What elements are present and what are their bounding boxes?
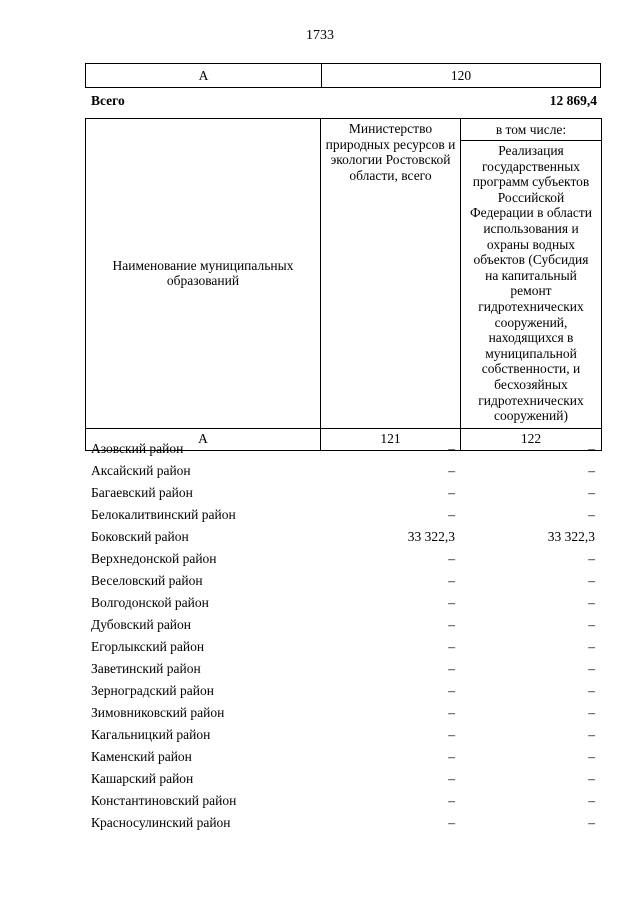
row-name: Зимовниковский район — [91, 705, 225, 720]
row-value-121: – — [448, 815, 455, 830]
row-value-122: – — [588, 573, 595, 588]
row-name: Красносулинский район — [91, 815, 231, 830]
row-name: Волгодонской район — [91, 595, 209, 610]
row-value-122: – — [588, 793, 595, 808]
page-number: 1733 — [306, 28, 334, 43]
row-value-122: – — [588, 551, 595, 566]
row-value-122: – — [588, 661, 595, 676]
row-value-121: – — [448, 727, 455, 742]
row-name: Веселовский район — [91, 573, 203, 588]
table-row — [91, 548, 601, 570]
row-name: Багаевский район — [91, 485, 193, 500]
row-value-122: – — [588, 815, 595, 830]
table-row — [91, 592, 601, 614]
row-value-121: – — [448, 485, 455, 500]
row-name: Каменский район — [91, 749, 192, 764]
row-value-121: – — [448, 463, 455, 478]
table-row — [91, 438, 601, 460]
table-row — [91, 636, 601, 658]
table-row — [91, 790, 601, 812]
table-row — [91, 812, 601, 834]
row-name: Заветинский район — [91, 661, 201, 676]
row-value-121: – — [448, 749, 455, 764]
row-name: Зерноградский район — [91, 683, 214, 698]
table-row — [91, 702, 601, 724]
row-value-121: – — [448, 793, 455, 808]
row-name: Азовский район — [91, 441, 184, 456]
row-value-121: – — [448, 595, 455, 610]
row-name: Верхнедонской район — [91, 551, 217, 566]
column-code-121: 121 — [321, 428, 461, 450]
top-header-table — [85, 63, 601, 88]
row-value-122: – — [588, 617, 595, 632]
row-value-122: – — [588, 463, 595, 478]
row-value-121: – — [448, 573, 455, 588]
row-name: Белокалитвинский район — [91, 507, 236, 522]
column-code-122: 122 — [461, 428, 602, 450]
row-value-121: – — [448, 771, 455, 786]
row-value-122: – — [588, 683, 595, 698]
row-value-121: – — [448, 441, 455, 456]
row-name: Константиновский район — [91, 793, 237, 808]
table-row — [91, 526, 601, 548]
row-value-121: – — [448, 551, 455, 566]
row-name: Аксайский район — [91, 463, 191, 478]
column-header-ministry-total: Министерство природных ресурсов и экологии Ростовской области, всего — [321, 119, 461, 429]
table-row — [91, 570, 601, 592]
row-value-121: – — [448, 683, 455, 698]
table-row — [91, 724, 601, 746]
column-header-municipalities: Наименование муниципальных образований — [86, 119, 321, 429]
row-value-122: – — [588, 441, 595, 456]
row-name: Кагальницкий район — [91, 727, 211, 742]
row-value-121: 33 322,3 — [407, 529, 455, 544]
row-value-121: – — [448, 507, 455, 522]
top-header-col-120: 120 — [322, 64, 601, 88]
row-value-122: – — [588, 771, 595, 786]
column-header-including: в том числе: — [461, 119, 602, 141]
row-name: Боковский район — [91, 529, 189, 544]
row-value-122: – — [588, 639, 595, 654]
row-value-122: – — [588, 705, 595, 720]
total-value: 12 869,4 — [549, 93, 597, 108]
column-code-a: А — [86, 428, 321, 450]
row-value-122: – — [588, 507, 595, 522]
table-row — [91, 680, 601, 702]
top-header-col-a: А — [86, 64, 322, 88]
total-row — [91, 93, 597, 111]
row-value-121: – — [448, 639, 455, 654]
row-value-122: – — [588, 749, 595, 764]
row-value-121: – — [448, 617, 455, 632]
main-header-table — [85, 118, 602, 451]
row-value-122: – — [588, 485, 595, 500]
table-row — [91, 746, 601, 768]
row-value-122: 33 322,3 — [547, 529, 595, 544]
row-name: Егорлыкский район — [91, 639, 205, 654]
row-value-122: – — [588, 727, 595, 742]
table-row — [91, 658, 601, 680]
row-value-121: – — [448, 705, 455, 720]
total-label: Всего — [91, 93, 125, 108]
table-row — [91, 504, 601, 526]
table-row — [91, 768, 601, 790]
row-value-122: – — [588, 595, 595, 610]
row-value-121: – — [448, 661, 455, 676]
table-row — [91, 482, 601, 504]
table-row — [91, 460, 601, 482]
data-rows — [91, 438, 601, 834]
table-row — [91, 614, 601, 636]
row-name: Дубовский район — [91, 617, 192, 632]
column-header-water-programs: Реализация государственных программ субъектов Российской Федерации в области использования и охраны водных объектов (Субсидия на капитальный ремонт гидротехнических сооружений, находящихся в муниципальной собственности, и бесхозяйных гидротехнических сооружений) — [461, 141, 602, 429]
row-name: Кашарский район — [91, 771, 194, 786]
